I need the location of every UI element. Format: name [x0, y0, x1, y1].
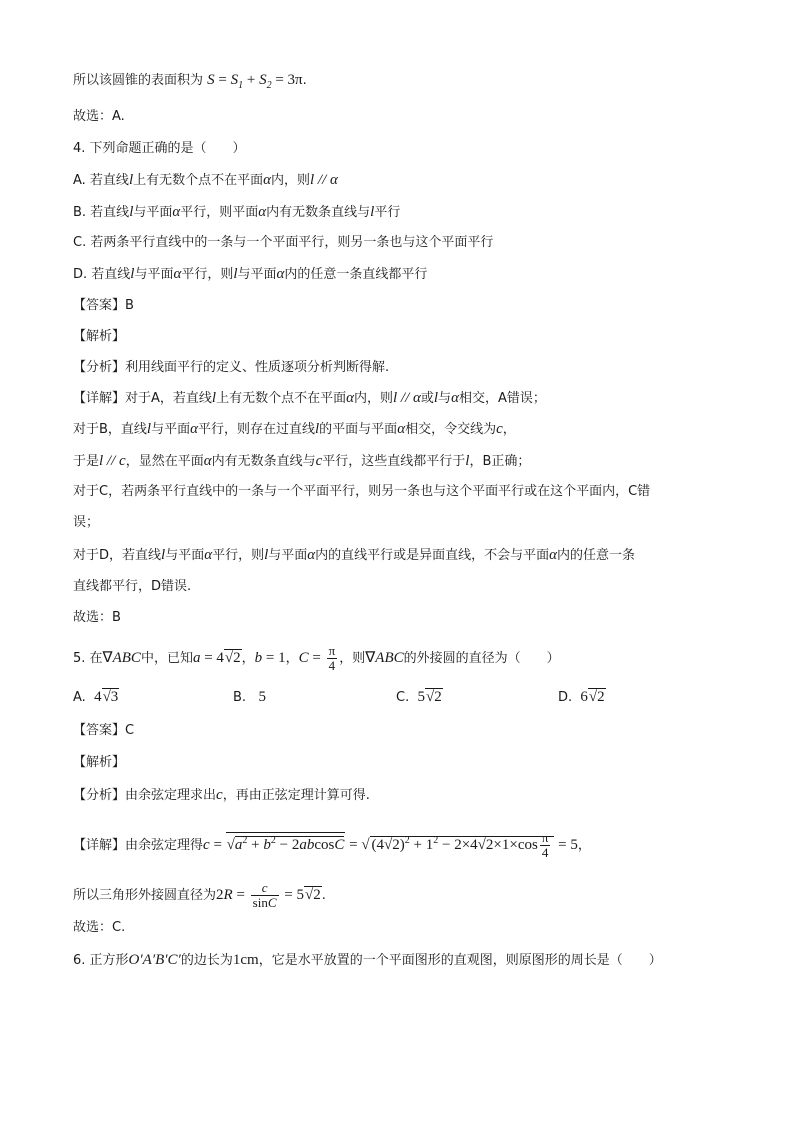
c: c	[496, 421, 503, 437]
text: 所以该圆锥的表面积为	[73, 73, 204, 88]
t: 于是	[73, 454, 100, 469]
t: 与平面	[133, 205, 173, 220]
parallel: l // c	[99, 453, 126, 469]
l: l	[146, 421, 152, 437]
alpha: α	[203, 453, 212, 469]
t: ，再由正弦定理计算可得.	[222, 788, 370, 803]
l: l	[370, 204, 375, 220]
val: 5	[258, 689, 266, 705]
alpha: α	[173, 266, 182, 282]
q4-answer: 【答案】B	[73, 298, 134, 313]
t: ，则	[339, 651, 366, 666]
q5-option-a	[73, 687, 119, 708]
t: 平行	[374, 205, 401, 220]
alpha: α	[172, 204, 181, 220]
l: l	[233, 266, 238, 282]
cos-law-expr: $√a^2 + b^2 - 2abcosC$	[226, 832, 346, 853]
q4-detail-5: 误；	[73, 515, 100, 530]
t: ，B正确；	[469, 454, 531, 469]
q5-detail	[73, 826, 591, 861]
b-eq: b	[254, 650, 263, 666]
l: l	[130, 266, 135, 282]
end: .	[302, 73, 307, 88]
l: l	[211, 390, 217, 406]
t: C.	[396, 690, 410, 705]
t: A.	[73, 690, 86, 705]
t: 5. 在	[73, 651, 103, 666]
val: 4√3	[94, 689, 119, 705]
eq: =	[345, 837, 362, 853]
result: = 5	[554, 837, 578, 853]
q5-result	[73, 880, 326, 911]
t: ，	[502, 422, 516, 437]
val: = 5√2	[280, 887, 321, 903]
l: l	[128, 172, 134, 188]
alpha: α	[397, 421, 406, 437]
t: A. 若直线	[73, 173, 129, 188]
q4-detail-3	[73, 451, 530, 472]
t: B. 若直线	[73, 205, 130, 220]
q6-stem	[73, 950, 662, 971]
s1: $S_1$	[230, 72, 244, 91]
choose-a: 故选：A.	[73, 109, 125, 124]
t: 6. 正方形	[73, 953, 129, 968]
t: 对于D，若直线	[73, 548, 162, 563]
c: c	[315, 453, 323, 469]
l: l	[465, 453, 470, 469]
q4-jiexi: 【解析】	[73, 329, 126, 344]
t: 上有无数个点不在平面	[216, 391, 347, 406]
t: 平行，则	[212, 548, 265, 563]
q4-option-c: C. 若两条平行直线中的一条与一个平面平行，则另一条也与这个平面平行	[73, 235, 494, 250]
t: ，	[285, 651, 299, 666]
t: 相交，A错误；	[458, 391, 546, 406]
2r: 2R =	[216, 887, 249, 903]
c: c	[203, 837, 210, 853]
t: ，	[577, 838, 591, 853]
t: 内，则	[271, 173, 311, 188]
q4-option-d	[73, 264, 427, 285]
t: 所以三角形外接圆直径为	[73, 888, 217, 903]
t: 上有无数个点不在平面	[133, 173, 264, 188]
q5-jiexi: 【解析】	[73, 755, 126, 770]
t: 内，则	[353, 391, 393, 406]
formula: S	[207, 72, 215, 88]
t: 对于B，直线	[73, 422, 147, 437]
t: 内有无数条直线与	[266, 205, 371, 220]
q5-option-c	[396, 687, 443, 708]
alpha: α	[276, 266, 285, 282]
c-eq: C	[298, 650, 309, 666]
q4-option-a	[73, 170, 338, 191]
unit: 1cm	[232, 952, 259, 968]
q4-detail-6	[73, 545, 635, 566]
c: c	[216, 787, 223, 803]
t: D. 若直线	[73, 267, 131, 282]
t: 【详解】对于A，若直线	[73, 391, 212, 406]
t: 的边长为	[180, 953, 233, 968]
t: 的外接圆的直径为（ ）	[403, 651, 560, 666]
l: l	[433, 390, 439, 406]
l: l	[129, 204, 134, 220]
t: .	[321, 888, 326, 903]
eq: =	[209, 837, 226, 853]
t: 内的任意一条	[557, 548, 636, 563]
t: 平行，则平面	[180, 205, 259, 220]
t: 平行，则存在过直线	[197, 422, 315, 437]
val: 6√2	[580, 689, 605, 705]
t: 与	[438, 391, 452, 406]
parallel: l // α	[310, 172, 338, 188]
q4-stem: 4. 下列命题正确的是（ ）	[73, 141, 246, 156]
surface-area-line	[73, 70, 307, 96]
t: 中，已知	[140, 651, 193, 666]
q5-option-d	[558, 687, 606, 708]
t: 与平面	[268, 548, 308, 563]
t: 【分析】由余弦定理求出	[73, 788, 217, 803]
q4-detail-4: 对于C，若两条平行直线中的一条与一个平面平行，则另一条也与这个平面平行或在这个平面内，C错	[73, 484, 651, 499]
alpha: α	[258, 204, 267, 220]
l: l	[161, 547, 166, 563]
l: l	[315, 421, 320, 437]
t: 或	[420, 391, 434, 406]
parallel: l // α	[392, 390, 421, 406]
t: 【详解】由余弦定理得	[73, 838, 204, 853]
a-val: = 4√2	[200, 650, 241, 666]
eq: =	[214, 72, 231, 88]
t: 与平面	[237, 267, 277, 282]
val: 5√2	[417, 689, 442, 705]
t: 平行，则	[181, 267, 234, 282]
alpha: α	[263, 172, 271, 188]
c-over-sinc: $\frac{c}{\sin C}$	[252, 880, 277, 910]
t: 相交，令交线为	[405, 422, 497, 437]
s2: $S_2$	[259, 72, 272, 91]
triangle-abc: ∇ABC	[365, 650, 404, 666]
alpha: α	[549, 547, 558, 563]
q4-choose: 故选：B	[73, 610, 121, 625]
t: 内的任意一条直线都平行	[284, 267, 428, 282]
alpha: α	[346, 390, 354, 406]
alpha: α	[307, 547, 316, 563]
q5-stem	[73, 644, 560, 673]
t: 内的直线平行或是异面直线，不会与平面	[315, 548, 550, 563]
q5-option-b	[233, 687, 266, 708]
t: ，它是水平放置的一个平面图形的直观图，则原图形的周长是（ ）	[258, 953, 662, 968]
numeric-expr: √ $(4√2)^2 + 1^2 - 2\times 4√2\times 1\times\cos$ $\frac{\pi}{4}$	[361, 836, 554, 853]
t: ，显然在平面	[125, 454, 204, 469]
t: D.	[558, 690, 573, 705]
q4-detail-7: 直线都平行，D错误.	[73, 579, 192, 594]
triangle-abc: ∇ABC	[102, 650, 141, 666]
b-val: = 1	[262, 650, 286, 666]
t: B.	[233, 690, 247, 705]
q4-detail-2	[73, 419, 516, 440]
alpha: α	[451, 390, 459, 406]
t: 的平面与平面	[319, 422, 398, 437]
t: ，	[241, 651, 255, 666]
alpha: α	[204, 547, 213, 563]
eq2: = 3π	[271, 72, 303, 88]
t: 与平面	[134, 267, 174, 282]
t: 与平面	[165, 548, 205, 563]
t: 平行，这些直线都平行于	[322, 454, 466, 469]
alpha: α	[190, 421, 198, 437]
q5-fenxi	[73, 785, 370, 806]
q5-answer: 【答案】C	[73, 723, 135, 738]
square-name: O′A′B′C′	[128, 952, 181, 968]
t: 与平面	[151, 422, 191, 437]
t: 内有无数条直线与	[211, 454, 316, 469]
l: l	[264, 547, 269, 563]
q4-detail-1	[73, 388, 546, 409]
eq: =	[308, 650, 325, 666]
plus: +	[243, 72, 260, 88]
pi-over-4: $\frac{\pi}{4}$	[328, 643, 336, 673]
q4-option-b	[73, 202, 400, 223]
a-eq: a	[192, 650, 201, 666]
q4-fenxi: 【分析】利用线面平行的定义、性质逐项分析判断得解.	[73, 360, 390, 375]
q5-choose: 故选：C.	[73, 920, 126, 935]
